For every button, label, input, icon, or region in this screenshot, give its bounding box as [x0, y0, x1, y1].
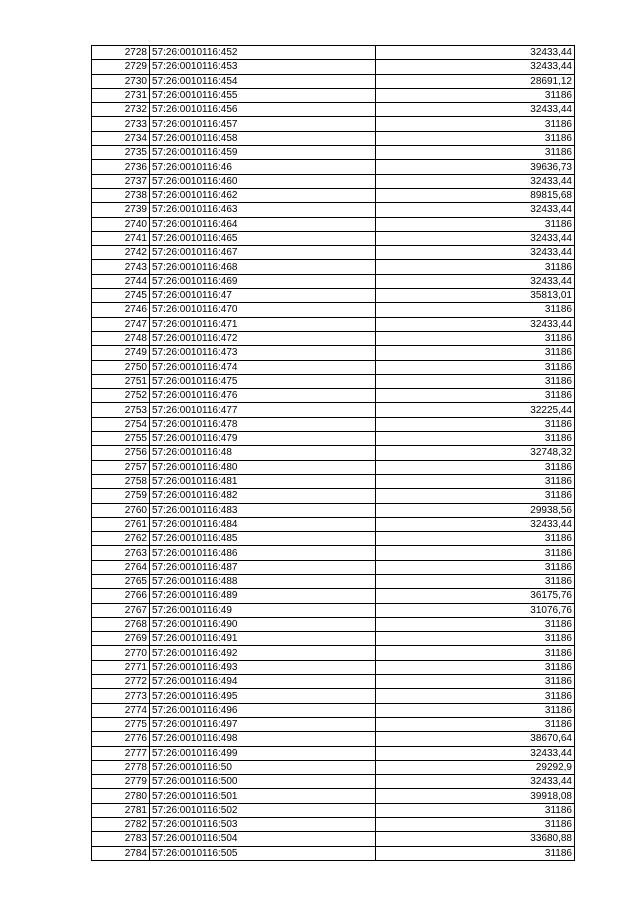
- value-cell: 31186: [376, 717, 575, 731]
- row-number-cell: 2728: [92, 46, 150, 60]
- value-cell: 31186: [376, 260, 575, 274]
- row-number-cell: 2750: [92, 360, 150, 374]
- table-row: [92, 303, 575, 317]
- value-cell: 39636,73: [376, 160, 575, 174]
- cadastral-number-cell: 57:26:0010116:462: [150, 188, 376, 202]
- row-number-cell: 2751: [92, 374, 150, 388]
- cadastral-number-cell: 57:26:0010116:472: [150, 331, 376, 345]
- table-row: [92, 217, 575, 231]
- row-number-cell: 2779: [92, 775, 150, 789]
- row-number-cell: 2766: [92, 589, 150, 603]
- table-row: [92, 789, 575, 803]
- table-row: [92, 117, 575, 131]
- table-row: [92, 46, 575, 60]
- row-number-cell: 2773: [92, 689, 150, 703]
- value-cell: 32433,44: [376, 775, 575, 789]
- cadastral-number-cell: 57:26:0010116:47: [150, 289, 376, 303]
- table-row: [92, 174, 575, 188]
- value-cell: 31186: [376, 432, 575, 446]
- table-row: [92, 417, 575, 431]
- table-row: [92, 460, 575, 474]
- value-cell: 29292,9: [376, 760, 575, 774]
- row-number-cell: 2747: [92, 317, 150, 331]
- row-number-cell: 2768: [92, 617, 150, 631]
- value-cell: 31186: [376, 374, 575, 388]
- row-number-cell: 2745: [92, 289, 150, 303]
- table-row: [92, 560, 575, 574]
- cadastral-number-cell: 57:26:0010116:48: [150, 446, 376, 460]
- value-cell: 31186: [376, 117, 575, 131]
- value-cell: 31186: [376, 460, 575, 474]
- row-number-cell: 2755: [92, 432, 150, 446]
- cadastral-number-cell: 57:26:0010116:455: [150, 88, 376, 102]
- cadastral-number-cell: 57:26:0010116:477: [150, 403, 376, 417]
- row-number-cell: 2784: [92, 846, 150, 860]
- cadastral-number-cell: 57:26:0010116:497: [150, 717, 376, 731]
- value-cell: 32433,44: [376, 103, 575, 117]
- table-row: [92, 503, 575, 517]
- row-number-cell: 2738: [92, 188, 150, 202]
- table-row: [92, 675, 575, 689]
- table-row: [92, 231, 575, 245]
- cadastral-number-cell: 57:26:0010116:482: [150, 489, 376, 503]
- cadastral-number-cell: 57:26:0010116:458: [150, 131, 376, 145]
- value-cell: 35813,01: [376, 289, 575, 303]
- row-number-cell: 2761: [92, 517, 150, 531]
- value-cell: 31076,76: [376, 603, 575, 617]
- table-row: [92, 803, 575, 817]
- cadastral-number-cell: 57:26:0010116:474: [150, 360, 376, 374]
- value-cell: 32433,44: [376, 60, 575, 74]
- value-cell: 89815,68: [376, 188, 575, 202]
- row-number-cell: 2771: [92, 660, 150, 674]
- cadastral-number-cell: 57:26:0010116:473: [150, 346, 376, 360]
- value-cell: 31186: [376, 217, 575, 231]
- row-number-cell: 2733: [92, 117, 150, 131]
- value-cell: 32433,44: [376, 274, 575, 288]
- cadastral-number-cell: 57:26:0010116:476: [150, 389, 376, 403]
- table-row: [92, 517, 575, 531]
- table-row: [92, 489, 575, 503]
- value-cell: 28691,12: [376, 74, 575, 88]
- cadastral-number-cell: 57:26:0010116:457: [150, 117, 376, 131]
- row-number-cell: 2742: [92, 246, 150, 260]
- row-number-cell: 2753: [92, 403, 150, 417]
- table-row: [92, 746, 575, 760]
- cadastral-number-cell: 57:26:0010116:478: [150, 417, 376, 431]
- row-number-cell: 2743: [92, 260, 150, 274]
- value-cell: 32225,44: [376, 403, 575, 417]
- table-row: [92, 188, 575, 202]
- row-number-cell: 2774: [92, 703, 150, 717]
- cadastral-number-cell: 57:26:0010116:475: [150, 374, 376, 388]
- table-row: [92, 574, 575, 588]
- row-number-cell: 2744: [92, 274, 150, 288]
- table-row: [92, 246, 575, 260]
- value-cell: 32748,32: [376, 446, 575, 460]
- cadastral-number-cell: 57:26:0010116:465: [150, 231, 376, 245]
- table-row: [92, 846, 575, 860]
- row-number-cell: 2778: [92, 760, 150, 774]
- row-number-cell: 2756: [92, 446, 150, 460]
- value-cell: 31186: [376, 474, 575, 488]
- cadastral-number-cell: 57:26:0010116:464: [150, 217, 376, 231]
- value-cell: 31186: [376, 846, 575, 860]
- cadastral-number-cell: 57:26:0010116:503: [150, 818, 376, 832]
- cadastral-number-cell: 57:26:0010116:481: [150, 474, 376, 488]
- cadastral-number-cell: 57:26:0010116:504: [150, 832, 376, 846]
- value-cell: 32433,44: [376, 317, 575, 331]
- value-cell: 38670,64: [376, 732, 575, 746]
- row-number-cell: 2769: [92, 632, 150, 646]
- table-row: [92, 703, 575, 717]
- row-number-cell: 2763: [92, 546, 150, 560]
- table-row: [92, 389, 575, 403]
- row-number-cell: 2729: [92, 60, 150, 74]
- row-number-cell: 2754: [92, 417, 150, 431]
- cadastral-number-cell: 57:26:0010116:495: [150, 689, 376, 703]
- value-cell: 31186: [376, 360, 575, 374]
- table-row: [92, 775, 575, 789]
- cadastral-number-cell: 57:26:0010116:452: [150, 46, 376, 60]
- row-number-cell: 2758: [92, 474, 150, 488]
- row-number-cell: 2764: [92, 560, 150, 574]
- value-cell: 31186: [376, 574, 575, 588]
- cadastral-number-cell: 57:26:0010116:500: [150, 775, 376, 789]
- value-cell: 31186: [376, 546, 575, 560]
- cadastral-number-cell: 57:26:0010116:460: [150, 174, 376, 188]
- cadastral-number-cell: 57:26:0010116:499: [150, 746, 376, 760]
- value-cell: 31186: [376, 532, 575, 546]
- value-cell: 32433,44: [376, 231, 575, 245]
- value-cell: 36175,76: [376, 589, 575, 603]
- table-row: [92, 432, 575, 446]
- value-cell: 31186: [376, 632, 575, 646]
- value-cell: 32433,44: [376, 517, 575, 531]
- table-body: [92, 46, 575, 861]
- row-number-cell: 2741: [92, 231, 150, 245]
- table-row: [92, 317, 575, 331]
- cadastral-number-cell: 57:26:0010116:480: [150, 460, 376, 474]
- cadastral-number-cell: 57:26:0010116:505: [150, 846, 376, 860]
- table-row: [92, 289, 575, 303]
- value-cell: 31186: [376, 389, 575, 403]
- table-row: [92, 603, 575, 617]
- cadastral-number-cell: 57:26:0010116:498: [150, 732, 376, 746]
- table-row: [92, 160, 575, 174]
- row-number-cell: 2765: [92, 574, 150, 588]
- cadastral-number-cell: 57:26:0010116:489: [150, 589, 376, 603]
- value-cell: 32433,44: [376, 746, 575, 760]
- cadastral-number-cell: 57:26:0010116:453: [150, 60, 376, 74]
- cadastral-number-cell: 57:26:0010116:463: [150, 203, 376, 217]
- row-number-cell: 2748: [92, 331, 150, 345]
- table-row: [92, 260, 575, 274]
- table-row: [92, 818, 575, 832]
- cadastral-number-cell: 57:26:0010116:468: [150, 260, 376, 274]
- row-number-cell: 2776: [92, 732, 150, 746]
- cadastral-number-cell: 57:26:0010116:49: [150, 603, 376, 617]
- table-row: [92, 546, 575, 560]
- cadastral-number-cell: 57:26:0010116:491: [150, 632, 376, 646]
- row-number-cell: 2739: [92, 203, 150, 217]
- value-cell: 33680,88: [376, 832, 575, 846]
- row-number-cell: 2730: [92, 74, 150, 88]
- cadastral-number-cell: 57:26:0010116:496: [150, 703, 376, 717]
- table-row: [92, 403, 575, 417]
- cadastral-number-cell: 57:26:0010116:46: [150, 160, 376, 174]
- cadastral-number-cell: 57:26:0010116:456: [150, 103, 376, 117]
- row-number-cell: 2731: [92, 88, 150, 102]
- value-cell: 32433,44: [376, 174, 575, 188]
- table-row: [92, 474, 575, 488]
- row-number-cell: 2752: [92, 389, 150, 403]
- cadastral-number-cell: 57:26:0010116:502: [150, 803, 376, 817]
- value-cell: 31186: [376, 331, 575, 345]
- value-cell: 29938,56: [376, 503, 575, 517]
- value-cell: 31186: [376, 689, 575, 703]
- row-number-cell: 2767: [92, 603, 150, 617]
- value-cell: 31186: [376, 818, 575, 832]
- cadastral-number-cell: 57:26:0010116:492: [150, 646, 376, 660]
- value-cell: 32433,44: [376, 46, 575, 60]
- cadastral-number-cell: 57:26:0010116:467: [150, 246, 376, 260]
- row-number-cell: 2737: [92, 174, 150, 188]
- table-row: [92, 146, 575, 160]
- cadastral-number-cell: 57:26:0010116:488: [150, 574, 376, 588]
- cadastral-number-cell: 57:26:0010116:486: [150, 546, 376, 560]
- value-cell: 32433,44: [376, 246, 575, 260]
- table-row: [92, 660, 575, 674]
- table-row: [92, 60, 575, 74]
- table-row: [92, 88, 575, 102]
- value-cell: 31186: [376, 131, 575, 145]
- table-row: [92, 74, 575, 88]
- cadastral-number-cell: 57:26:0010116:490: [150, 617, 376, 631]
- value-cell: 31186: [376, 703, 575, 717]
- cadastral-number-cell: 57:26:0010116:494: [150, 675, 376, 689]
- row-number-cell: 2770: [92, 646, 150, 660]
- row-number-cell: 2734: [92, 131, 150, 145]
- cadastral-number-cell: 57:26:0010116:471: [150, 317, 376, 331]
- row-number-cell: 2775: [92, 717, 150, 731]
- row-number-cell: 2749: [92, 346, 150, 360]
- table-row: [92, 346, 575, 360]
- cadastral-number-cell: 57:26:0010116:454: [150, 74, 376, 88]
- table-row: [92, 717, 575, 731]
- cadastral-number-cell: 57:26:0010116:483: [150, 503, 376, 517]
- value-cell: 31186: [376, 489, 575, 503]
- table-row: [92, 203, 575, 217]
- cadastral-number-cell: 57:26:0010116:487: [150, 560, 376, 574]
- row-number-cell: 2780: [92, 789, 150, 803]
- value-cell: 39918,08: [376, 789, 575, 803]
- table-row: [92, 760, 575, 774]
- table-row: [92, 131, 575, 145]
- table-row: [92, 689, 575, 703]
- table-row: [92, 274, 575, 288]
- table-row: [92, 732, 575, 746]
- table-row: [92, 446, 575, 460]
- row-number-cell: 2746: [92, 303, 150, 317]
- table-row: [92, 374, 575, 388]
- row-number-cell: 2783: [92, 832, 150, 846]
- row-number-cell: 2736: [92, 160, 150, 174]
- table-row: [92, 103, 575, 117]
- row-number-cell: 2732: [92, 103, 150, 117]
- value-cell: 31186: [376, 560, 575, 574]
- value-cell: 32433,44: [376, 203, 575, 217]
- row-number-cell: 2777: [92, 746, 150, 760]
- value-cell: 31186: [376, 88, 575, 102]
- value-cell: 31186: [376, 675, 575, 689]
- cadastral-number-cell: 57:26:0010116:485: [150, 532, 376, 546]
- row-number-cell: 2735: [92, 146, 150, 160]
- row-number-cell: 2759: [92, 489, 150, 503]
- cadastral-number-cell: 57:26:0010116:469: [150, 274, 376, 288]
- cadastral-number-cell: 57:26:0010116:459: [150, 146, 376, 160]
- table-row: [92, 617, 575, 631]
- cadastral-number-cell: 57:26:0010116:470: [150, 303, 376, 317]
- value-cell: 31186: [376, 646, 575, 660]
- table-row: [92, 331, 575, 345]
- value-cell: 31186: [376, 617, 575, 631]
- value-cell: 31186: [376, 146, 575, 160]
- value-cell: 31186: [376, 660, 575, 674]
- row-number-cell: 2762: [92, 532, 150, 546]
- row-number-cell: 2760: [92, 503, 150, 517]
- row-number-cell: 2757: [92, 460, 150, 474]
- cadastral-number-cell: 57:26:0010116:50: [150, 760, 376, 774]
- cadastral-number-cell: 57:26:0010116:493: [150, 660, 376, 674]
- cadastral-number-cell: 57:26:0010116:484: [150, 517, 376, 531]
- row-number-cell: 2781: [92, 803, 150, 817]
- row-number-cell: 2772: [92, 675, 150, 689]
- row-number-cell: 2782: [92, 818, 150, 832]
- cadastral-value-table: [91, 45, 575, 861]
- table-row: [92, 360, 575, 374]
- value-cell: 31186: [376, 303, 575, 317]
- table-row: [92, 646, 575, 660]
- value-cell: 31186: [376, 346, 575, 360]
- cadastral-number-cell: 57:26:0010116:479: [150, 432, 376, 446]
- table-row: [92, 832, 575, 846]
- value-cell: 31186: [376, 803, 575, 817]
- table-row: [92, 589, 575, 603]
- table-row: [92, 532, 575, 546]
- value-cell: 31186: [376, 417, 575, 431]
- row-number-cell: 2740: [92, 217, 150, 231]
- table-row: [92, 632, 575, 646]
- cadastral-number-cell: 57:26:0010116:501: [150, 789, 376, 803]
